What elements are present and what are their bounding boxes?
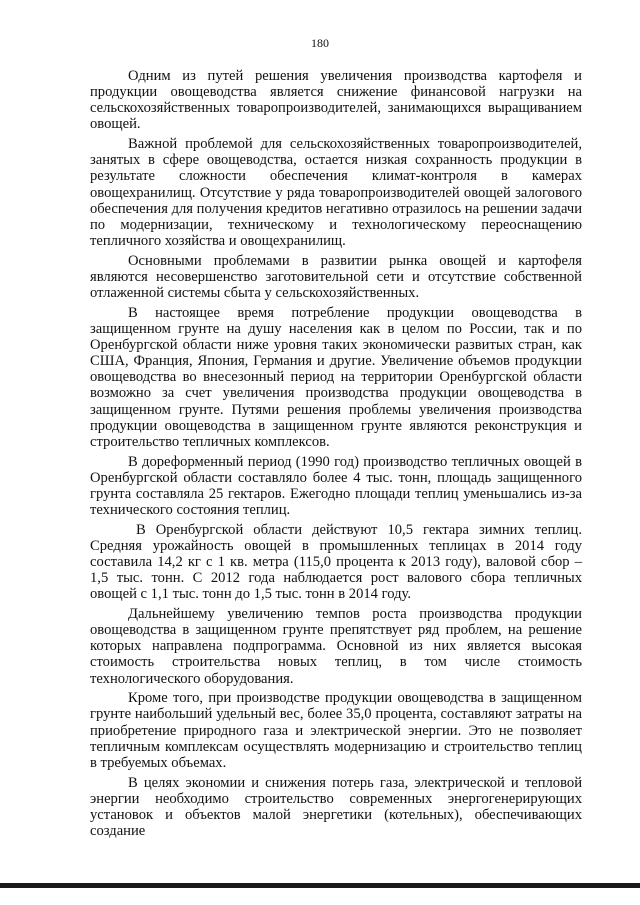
paragraph-2: Важной проблемой для сельскохозяйственных товаропроизводителей, занятых в сфере овощеводства, остается низкая сохранность продукции в результате сложности обеспечения климат-контроля в камерах овощехранилищ. Отсутствие у ряда товаропроизводителей овощей залогового обеспечения для получения кредитов негативно отразилось на решении задачи по модернизации, техническому и технологическому переоснащению тепличного хозяйства и овощехранилищ. xyxy=(90,136,583,250)
paragraph-7: Дальнейшему увеличению темпов роста производства продукции овощеводства в защищенном грунте препятствует ряд проблем, на решение которых направлена подпрограмма. Основной из них является высокая стоимость строительства новых теплиц, в том числе стоимость технологического оборудования. xyxy=(90,606,582,687)
document-body xyxy=(90,68,582,843)
paragraph-8: Кроме того, при производстве продукции овощеводства в защищенном грунте наибольший удельный вес, более 35,0 процента, составляют затраты на приобретение природного газа и электрической энергии. Это не позволяет тепличным комплексам осуществлять модернизацию и строительство теплиц в требуемых объемах. xyxy=(90,690,582,771)
bottom-scan-border xyxy=(0,883,640,888)
paragraph-1: Одним из путей решения увеличения производства картофеля и продукции овощеводства является снижение финансовой нагрузки на сельскохозяйственных товаропроизводителей, занимающихся выращиванием овощей. xyxy=(90,68,582,133)
paragraph-4: В настоящее время потребление продукции овощеводства в защищенном грунте на душу населения как в целом по России, так и по Оренбургской области ниже уровня таких экономически развитых стран, как США, Франция, Япония, Германия и другие. Увеличение объемов продукции овощеводства во внесезонный период на территории Оренбургской области возможно за счет увеличения производства продукции овощеводства в защищенном грунте. Путями решения проблемы увеличения производства продукции овощеводства в защищенном грунте являются реконструкция и строительство тепличных комплексов. xyxy=(90,304,582,450)
paragraph-5: В дореформенный период (1990 год) производство тепличных овощей в Оренбургской области составляло более 4 тыс. тонн, площадь защищенного грунта составляла 25 гектаров. Ежегодно площади теплиц уменьшались из-за технического состояния теплиц. xyxy=(90,453,582,519)
page-number: 180 xyxy=(311,36,329,50)
paragraph-6: В Оренбургской области действуют 10,5 гектара зимних теплиц. Средняя урожайность овощей в промышленных теплицах в 2014 году составила 14,2 кг с 1 кв. метра (115,0 процента к 2013 году), валовой сбор – 1,5 тыс. тонн. С 2012 года наблюдается рост валового сбора тепличных овощей с 1,1 тыс. тонн до 1,5 тыс. тонн в 2014 году. xyxy=(90,521,582,603)
paragraph-9: В целях экономии и снижения потерь газа, электрической и тепловой энергии необходимо строительство современных энергогенерирующих установок и объектов малой энергетики (котельных), обеспечивающих создание xyxy=(90,774,582,840)
paragraph-3: Основными проблемами в развитии рынка овощей и картофеля являются несовершенство заготовительной сети и отсутствие собственной отлаженной системы сбыта у сельскохозяйственных. xyxy=(90,252,582,302)
